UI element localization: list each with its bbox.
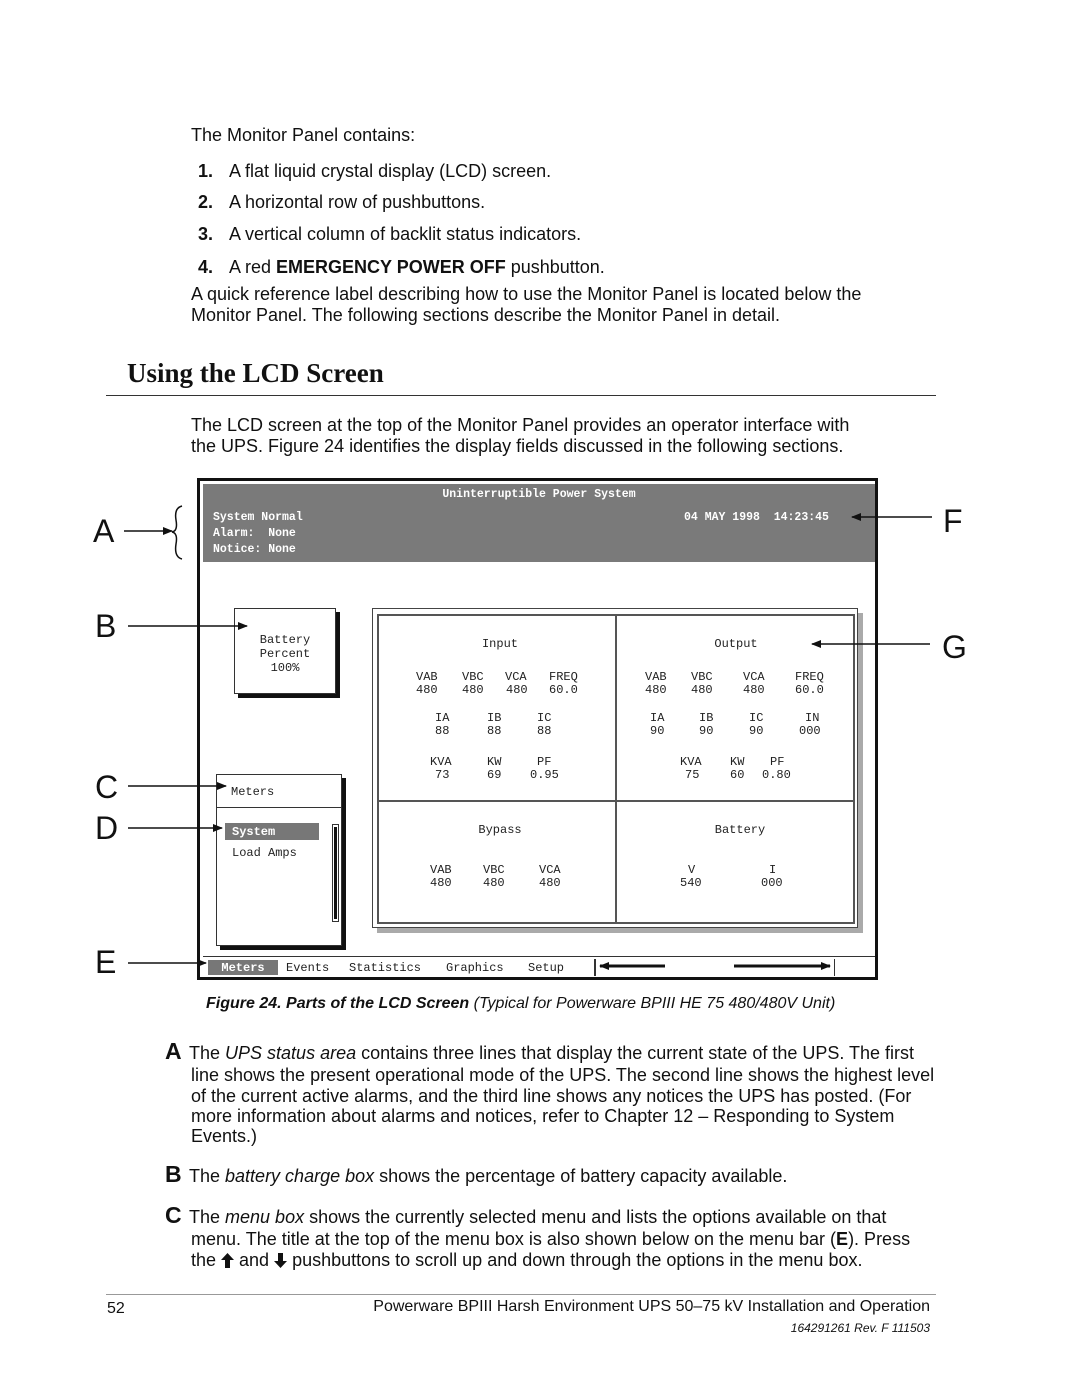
meter-value: 90 [749,724,764,738]
text-fragment: The [189,1043,226,1063]
callout-label-a: A [93,513,115,549]
meter-label: I [769,863,777,877]
battery-percent-value: 100% [270,661,300,675]
figure-caption-note: (Typical for Powerware BPIII HE 75 480/480V Unit) [469,995,836,1012]
meter-label: VAB [430,863,452,877]
meter-label: VAB [645,670,667,684]
meter-value: 480 [539,876,561,890]
meter-label: V [688,863,696,877]
battery-box-line: Percent [259,647,311,661]
meter-label: VBC [691,670,713,684]
list-item-number: 1. [198,161,214,181]
description-c-line [189,1207,886,1228]
meter-label: KW [487,755,502,769]
meter-label: FREQ [795,670,824,684]
meter-value: 480 [430,876,452,890]
callout-label-g: G [942,629,967,665]
meter-value: 69 [487,768,502,782]
callout-label-e: E [95,944,117,980]
meter-value: 480 [691,683,713,697]
description-c-line [191,1250,862,1271]
menu-bar-item[interactable]: Statistics [349,961,422,975]
meter-value: 60 [730,768,745,782]
intro-paragraph-line: A quick reference label describing how to use the Monitor Panel is located below the [191,284,862,304]
bypass-title: Bypass [478,823,522,837]
meter-value: 480 [483,876,505,890]
description-letter-b: B [165,1161,182,1187]
meter-value: 88 [537,724,552,738]
meter-value: 540 [680,876,702,890]
description-letter-a: A [165,1038,182,1064]
datetime: 04 MAY 1998 14:23:45 [684,511,829,524]
footer-rule [106,1294,936,1295]
list-item-number: 3. [198,224,214,244]
description-a-line: Events.) [191,1126,258,1146]
description-c-line [191,1229,910,1250]
meter-value: 88 [435,724,450,738]
lcd-title: Uninterruptible Power System [442,488,636,501]
text-fragment: The [189,1207,226,1227]
text-fragment: shows the percentage of battery capacity available. [374,1166,788,1186]
meter-value: 60.0 [795,683,824,697]
text-fragment: menu. The title at the top of the menu box is also shown below on the menu bar ( [191,1229,837,1249]
description-a-line: line shows the present operational mode of the UPS. The second line shows the highest level [191,1065,935,1085]
meter-value: 480 [506,683,528,697]
intro-lead: The Monitor Panel contains: [191,125,416,145]
text-fragment: shows the currently selected menu and lists the options available on that [304,1207,887,1227]
figure-caption [206,995,835,1013]
meter-label: VCA [539,863,561,877]
meter-label: IB [487,711,502,725]
meter-label: IN [805,711,820,725]
meter-label: KVA [680,755,702,769]
footer-revision: 164291261 Rev. F 111503 [790,1321,930,1335]
meter-label: VCA [743,670,765,684]
description-a-line: more information about alarms and notices, refer to Chapter 12 – Responding to System [191,1106,895,1126]
meter-label: VCA [505,670,527,684]
description-a-line [189,1043,914,1064]
figure-caption-title: Figure 24. Parts of the LCD Screen [206,995,470,1012]
list-item-text: A vertical column of backlit status indicators. [229,224,582,244]
text-fragment: The [189,1166,226,1186]
meter-label: PF [537,755,552,769]
meter-label: KVA [430,755,452,769]
battery-box-line: Battery [259,633,311,647]
meter-label: IB [699,711,714,725]
output-title: Output [714,637,758,651]
list-item-text-pre: A red [229,257,277,277]
callout-label-d: D [95,810,119,846]
term-menu-box: menu box [225,1207,305,1227]
menu-bar-item[interactable]: Graphics [446,961,504,975]
term-ups-status-area: UPS status area [225,1043,357,1063]
description-letter-c: C [165,1202,182,1228]
epo-label: EMERGENCY POWER OFF [276,257,506,277]
meter-value: 90 [650,724,665,738]
meter-value: 480 [645,683,667,697]
meter-label: IA [435,711,450,725]
status-line-notice: Notice: None [213,543,296,556]
up-arrow-icon [221,1253,234,1268]
description-a-line: of the current active alarms, and the third line shows any notices the UPS has posted. (For [191,1086,912,1106]
text-fragment: E [836,1229,849,1249]
status-line-mode: System Normal [213,511,303,524]
text-fragment: contains three lines that display the current state of the UPS. The first [356,1043,915,1063]
status-line-alarm: Alarm: None [213,527,296,540]
meter-value: 480 [462,683,484,697]
section-paragraph-line: the UPS. Figure 24 identifies the display fields discussed in the following sections. [191,436,844,456]
list-item-number: 4. [198,257,214,277]
input-title: Input [481,637,518,651]
meter-value: 88 [487,724,502,738]
meter-label: VBC [483,863,505,877]
meter-value: 000 [799,724,821,738]
menu-item[interactable]: Load Amps [232,846,297,860]
text-fragment: ). Press [848,1229,911,1249]
footer-title: Powerware BPIII Harsh Environment UPS 50–75 kV Installation and Operation [373,1298,930,1315]
intro-paragraph-line: Monitor Panel. The following sections describe the Monitor Panel in detail. [191,305,780,325]
term-battery-charge-box: battery charge box [225,1166,375,1186]
meter-label: KW [730,755,745,769]
list-item-text-post: pushbutton. [505,257,605,277]
menu-bar-item[interactable]: Events [286,961,330,975]
section-heading: Using the LCD Screen [127,358,384,388]
meter-label: VAB [416,670,438,684]
callout-label-f: F [943,503,963,539]
battery-title: Battery [714,823,766,837]
menu-item-label: System [232,825,276,839]
text-fragment: the [191,1250,222,1270]
meter-value: 75 [685,768,700,782]
menu-bar-item[interactable]: Setup [528,961,565,975]
meter-value: 73 [435,768,450,782]
meter-value: 000 [761,876,783,890]
meter-label: VBC [462,670,484,684]
meter-label: IC [749,711,764,725]
section-paragraph-line: The LCD screen at the top of the Monitor Panel provides an operator interface with [191,415,850,435]
menu-bar-label: Meters [221,961,265,975]
list-item-text: A flat liquid crystal display (LCD) screen. [229,161,552,181]
meter-value: 0.80 [762,768,791,782]
meter-label: IC [537,711,552,725]
meter-value: 0.95 [530,768,559,782]
meter-label: FREQ [549,670,578,684]
callout-label-b: B [95,608,117,644]
meter-label: IA [650,711,665,725]
page-number: 52 [107,1300,125,1317]
list-item-text: A horizontal row of pushbuttons. [229,192,486,212]
list-item-number: 2. [198,192,214,212]
text-fragment: pushbuttons to scroll up and down through the options in the menu box. [287,1250,863,1270]
meter-value: 60.0 [549,683,578,697]
menu-title: Meters [231,785,275,799]
down-arrow-icon [274,1253,287,1268]
meter-value: 480 [743,683,765,697]
brace-icon [172,506,182,559]
description-b-line [189,1166,787,1187]
text-fragment: and [234,1250,275,1270]
callout-label-c: C [95,769,119,805]
meter-value: 480 [416,683,438,697]
meter-label: PF [770,755,785,769]
meter-value: 90 [699,724,714,738]
